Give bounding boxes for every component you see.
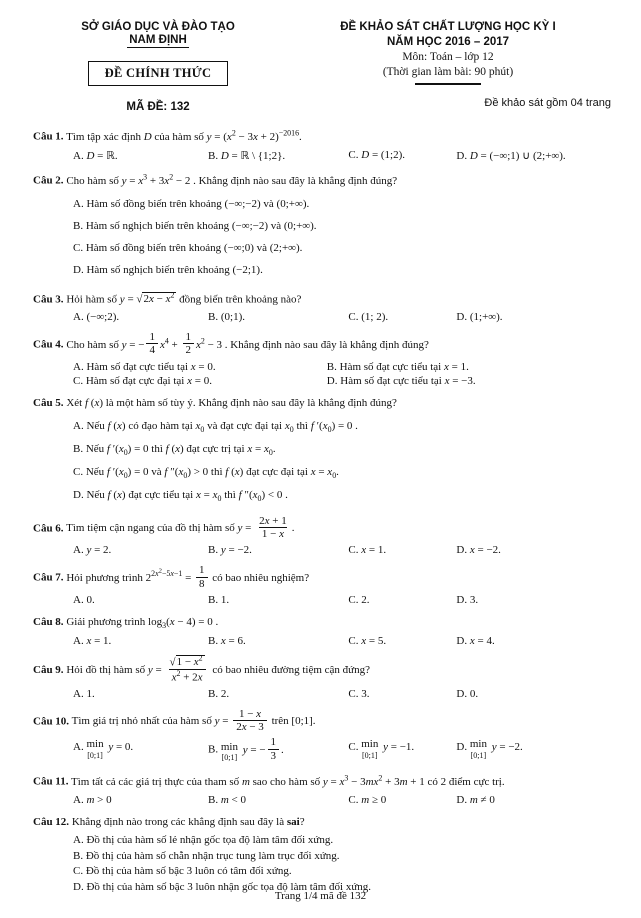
question-label: Câu 4. — [33, 338, 64, 351]
question-text: Hỏi đồ thị hàm số y = $\frac{√1 - x^2}{x^2 + 2x}$ có bao nhiêu đường tiệm cận đứng? — [66, 653, 371, 684]
question-prompt — [33, 815, 613, 831]
answer-option — [208, 688, 348, 700]
option-text: Đồ thị của hàm số bậc 3 luôn nhận gốc tọa độ làm tâm đối xứng. — [86, 880, 372, 893]
question — [33, 709, 613, 763]
option-key: D. — [456, 544, 470, 557]
question-options — [33, 794, 613, 806]
question — [33, 171, 613, 281]
option-text: Hàm số đạt cực tiểu tại x = 0. — [86, 360, 216, 373]
option-text: 2. — [220, 687, 230, 700]
answer-option — [73, 544, 208, 556]
answer-option — [208, 737, 348, 763]
option-key: C. — [73, 374, 86, 387]
header-left-block — [33, 20, 283, 113]
option-text: Nếu f $'(x_0) = 0$ thì f (x) đạt cực trị tại $x = x_0$. — [85, 442, 276, 457]
option-key: D. — [326, 374, 341, 387]
question — [33, 396, 613, 507]
option-text: min [0;1] y = − $\frac{1}{3}$ . — [220, 736, 284, 763]
option-key: B. — [73, 442, 86, 455]
option-text: 1. — [86, 687, 95, 700]
answer-option — [208, 794, 348, 806]
question-prompt — [33, 615, 613, 632]
question-text: Xét f (x) là một hàm số tùy ý. Khẳng định nào sau đây là khẳng định đúng? — [66, 396, 397, 409]
option-key: A. — [73, 741, 87, 754]
exam-header — [33, 20, 613, 113]
option-text: min [0;1] y = −2. — [469, 738, 523, 760]
answer-option — [348, 149, 456, 161]
option-key: D. — [73, 263, 87, 276]
option-text: m > 0 — [86, 793, 112, 806]
question-prompt — [33, 516, 613, 542]
option-key: C. — [348, 741, 362, 754]
official-exam-box: ĐỀ CHÍNH THỨC — [88, 61, 229, 86]
option-key: C. — [73, 865, 86, 878]
option-text: 3. — [361, 687, 370, 700]
question-prompt — [33, 653, 613, 685]
option-text: y = −2. — [220, 544, 252, 557]
answer-option — [456, 635, 613, 647]
answer-option — [456, 594, 613, 606]
issuing-org: SỞ GIÁO DỤC VÀ ĐÀO TẠO — [81, 21, 235, 33]
option-text: Hàm số nghịch biến trên khoảng (−∞;−2) và (0;+∞). — [85, 219, 317, 232]
question-label: Câu 6. — [33, 522, 64, 535]
option-text: (0;1). — [220, 311, 245, 324]
answer-option — [456, 737, 613, 758]
option-key: D. — [73, 880, 87, 893]
answer-option — [73, 375, 327, 387]
answer-option — [73, 438, 613, 461]
option-key: D. — [456, 634, 470, 647]
option-key: D. — [456, 741, 470, 754]
option-key: D. — [456, 149, 470, 162]
question-label: Câu 2. — [33, 174, 64, 187]
option-key: C. — [348, 687, 362, 700]
pages-note: Đề khảo sát gồm 04 trang — [484, 96, 611, 109]
question-options — [33, 149, 613, 162]
answer-option — [348, 311, 456, 323]
question-label: Câu 5. — [33, 396, 64, 409]
question — [33, 815, 613, 896]
option-text: Hàm số đạt cực tiểu tại x = 1. — [339, 360, 469, 373]
option-key: A. — [73, 544, 87, 557]
option-key: A. — [73, 419, 87, 432]
option-text: Hàm số đạt cực tiểu tại x = −3. — [340, 374, 476, 387]
answer-option — [73, 737, 208, 758]
option-text: m ≥ 0 — [361, 793, 387, 806]
option-key: B. — [326, 360, 340, 373]
option-text: x = 1. — [361, 544, 387, 557]
option-key: C. — [348, 148, 362, 161]
option-key: A. — [73, 594, 87, 607]
question-label: Câu 9. — [33, 663, 64, 676]
option-text: y = 2. — [86, 544, 112, 557]
question-text: Khẳng định nào trong các khẳng định sau đây là sai? — [71, 815, 305, 828]
option-text: x = 5. — [361, 634, 387, 647]
answer-option — [348, 544, 456, 556]
question-text: Cho hàm số $y = x^3 + 3x^2 - 2$ . Khẳng định nào sau đây là khẳng định đúng? — [66, 171, 398, 187]
questions — [33, 127, 613, 895]
option-key: B. — [208, 793, 221, 806]
question-options — [33, 688, 613, 700]
option-key: C. — [348, 793, 362, 806]
answer-option — [348, 794, 456, 806]
option-key: C. — [348, 544, 362, 557]
option-text: 3. — [469, 594, 479, 607]
answer-option — [456, 794, 613, 806]
option-text: x = −2. — [469, 544, 501, 557]
question-options — [33, 361, 613, 387]
option-text: Hàm số đạt cực đại tại x = 0. — [85, 374, 212, 387]
question-prompt — [33, 396, 613, 412]
answer-option — [73, 688, 208, 700]
answer-option — [208, 149, 348, 162]
option-text: Hàm số đồng biến trên khoảng (−∞;−2) và (0;+∞). — [86, 197, 310, 210]
question-options — [33, 544, 613, 556]
question — [33, 772, 613, 806]
exam-duration: (Thời gian làm bài: 90 phút) — [382, 65, 514, 78]
option-text: (−∞;2). — [86, 311, 120, 324]
option-text: x = 4. — [469, 634, 495, 647]
option-text: (1; 2). — [361, 311, 389, 324]
answer-option — [73, 484, 613, 507]
option-text: min [0;1] y = 0. — [86, 738, 134, 760]
option-text: Đồ thị của hàm số lẻ nhận gốc tọa độ làm tâm đối xứng. — [86, 834, 334, 847]
answer-option — [73, 311, 208, 323]
option-text: 0. — [86, 594, 95, 607]
option-text: x = 6. — [220, 634, 246, 647]
option-key: A. — [73, 834, 87, 847]
option-key: B. — [208, 634, 221, 647]
answer-option — [73, 215, 613, 237]
answer-option — [73, 149, 208, 162]
question-label: Câu 7. — [33, 571, 64, 584]
question-label: Câu 1. — [33, 131, 64, 144]
exam-title-line1: ĐỀ KHẢO SÁT CHẤT LƯỢNG HỌC KỲ I — [340, 21, 556, 33]
question-text: Hỏi hàm số $y = √2x - x^2$ đồng biến trên khoảng nào? — [66, 290, 302, 306]
option-key: A. — [73, 311, 87, 324]
question — [33, 653, 613, 700]
header-right-block — [283, 20, 613, 109]
page-footer: Trang 1/4 mã đề 132 — [274, 890, 367, 902]
option-key: B. — [208, 311, 221, 324]
question-text: Giải phương trình $\log_3(x - 4) = 0$ . — [66, 616, 219, 631]
question — [33, 615, 613, 647]
option-text: D = ℝ \ {1;2}. — [220, 149, 286, 162]
option-key: B. — [73, 219, 86, 232]
option-text: Nếu f (x) có đạo hàm tại $x_0$ và đạt cực đại tại $x_0$ thì f $'(x_0) = 0$ . — [86, 419, 358, 434]
option-text: Đồ thị của hàm số bậc 3 luôn có tâm đối xứng. — [85, 865, 292, 878]
option-text: Nếu f (x) đạt cực tiểu tại $x = x_0$ thì f $''(x_0) < 0$ . — [86, 488, 288, 503]
option-text: m ≠ 0 — [469, 793, 495, 806]
question-text: Hỏi phương trình $2^{2x^2-5x-1}$ = $\frac{1}{8}$ có bao nhiêu nghiệm? — [66, 564, 310, 590]
question — [33, 332, 613, 387]
option-key: C. — [348, 311, 362, 324]
answer-option — [73, 259, 613, 281]
option-text: 0. — [469, 687, 479, 700]
option-key: A. — [73, 360, 87, 373]
question-options — [33, 737, 613, 763]
option-key: A. — [73, 149, 87, 162]
option-key: D. — [73, 488, 87, 501]
answer-option — [208, 311, 348, 323]
answer-option — [208, 635, 348, 647]
question — [33, 516, 613, 557]
question — [33, 290, 613, 324]
option-key: A. — [73, 793, 87, 806]
answer-option — [208, 594, 348, 606]
question-prompt — [33, 772, 613, 791]
answer-option — [456, 311, 613, 323]
question-label: Câu 10. — [33, 715, 70, 728]
option-text: x = 1. — [86, 634, 112, 647]
question-prompt — [33, 565, 613, 591]
question-text: Cho hàm số y = − $\frac{1}{4}$ $x^4$ + $\frac{1}{2}$ $x^2 - 3$ . Khẳng định nào sau đây là khẳng định đúng? — [66, 331, 429, 357]
option-key: C. — [73, 241, 86, 254]
option-text: Nếu f $'(x_0) = 0$ và f $''(x_0) > 0$ thì f (x) đạt cực đại tại $x = x_0$. — [85, 465, 339, 480]
header-divider — [415, 83, 481, 85]
answer-option — [73, 193, 613, 215]
option-text: min [0;1] y = −1. — [361, 738, 415, 760]
option-key: C. — [348, 634, 362, 647]
answer-option — [456, 544, 613, 556]
option-text: 1. — [220, 594, 230, 607]
option-key: A. — [73, 634, 87, 647]
answer-option — [73, 594, 208, 606]
option-key: C. — [73, 465, 86, 478]
exam-code: MÃ ĐỀ: 132 — [126, 101, 190, 114]
option-key: A. — [73, 687, 87, 700]
answer-option — [327, 375, 613, 387]
option-key: B. — [208, 149, 221, 162]
answer-option — [73, 864, 613, 879]
option-key: A. — [73, 197, 87, 210]
option-text: m < 0 — [220, 793, 247, 806]
option-key: D. — [456, 594, 470, 607]
question-prompt — [33, 709, 613, 735]
answer-option — [348, 737, 456, 758]
option-key: B. — [208, 594, 221, 607]
answer-option — [348, 688, 456, 700]
option-key: D. — [456, 311, 470, 324]
answer-option — [348, 635, 456, 647]
answer-option — [208, 544, 348, 556]
answer-option — [73, 833, 613, 848]
answer-option — [348, 594, 456, 606]
question-prompt — [33, 127, 613, 146]
question — [33, 127, 613, 162]
option-text: 2. — [361, 594, 370, 607]
option-key: B. — [208, 743, 221, 756]
option-key: D. — [456, 793, 470, 806]
question-prompt — [33, 171, 613, 190]
question-options — [33, 594, 613, 606]
question-text: Tìm tất cả các giá trị thực của tham số m sao cho hàm số $y = x^3 - 3mx^2 + 3m + 1$ có 2 điểm cực trị. — [71, 772, 505, 788]
answer-option — [73, 461, 613, 484]
exam-title-line2: NĂM HỌC 2016 – 2017 — [386, 35, 510, 48]
question-label: Câu 11. — [33, 775, 69, 788]
province-name: NAM ĐỊNH — [129, 34, 187, 47]
question-text: Tìm giá trị nhỏ nhất của hàm số y = $\frac{1 - x}{2x - 3}$ trên [0;1]. — [71, 707, 316, 734]
question-text: Tìm tiệm cận ngang của đồ thị hàm số y = $\frac{2x + 1}{1 - x}$ . — [66, 514, 295, 541]
question-label: Câu 8. — [33, 616, 64, 629]
option-key: D. — [456, 687, 470, 700]
answer-option — [73, 237, 613, 259]
answer-option — [73, 361, 327, 373]
option-key: B. — [208, 687, 221, 700]
answer-option — [73, 794, 208, 806]
answer-option — [456, 149, 613, 162]
option-text: (1;+∞). — [469, 311, 503, 324]
question-options — [33, 311, 613, 323]
answer-option — [73, 415, 613, 438]
question-options — [33, 635, 613, 647]
question — [33, 565, 613, 606]
answer-option — [73, 849, 613, 864]
answer-option — [456, 688, 613, 700]
option-text: Hàm số nghịch biến trên khoảng (−2;1). — [86, 263, 263, 276]
option-text: D = ℝ. — [86, 149, 118, 162]
question-label: Câu 3. — [33, 293, 64, 306]
option-text: Đồ thị của hàm số chẵn nhận trục tung làm trục đối xứng. — [85, 849, 340, 862]
option-text: Hàm số đồng biến trên khoảng (−∞;0) và (2;+∞). — [85, 241, 303, 254]
question-prompt — [33, 332, 613, 358]
question-options — [33, 193, 613, 281]
question-label: Câu 12. — [33, 815, 70, 828]
option-key: B. — [208, 544, 221, 557]
exam-subject: Môn: Toán – lớp 12 — [402, 50, 494, 63]
answer-option — [73, 635, 208, 647]
option-text: D = (1;2). — [361, 148, 406, 161]
option-text: D = (−∞;1) ∪ (2;+∞). — [469, 149, 566, 162]
question-prompt — [33, 290, 613, 309]
option-key: C. — [348, 594, 362, 607]
answer-option — [327, 361, 613, 373]
option-key: B. — [73, 849, 86, 862]
question-options — [33, 833, 613, 895]
question-options — [33, 415, 613, 507]
question-text: Tìm tập xác định D của hàm số $y = (x^2 - 3x + 2)^{-2016}$. — [66, 128, 302, 144]
